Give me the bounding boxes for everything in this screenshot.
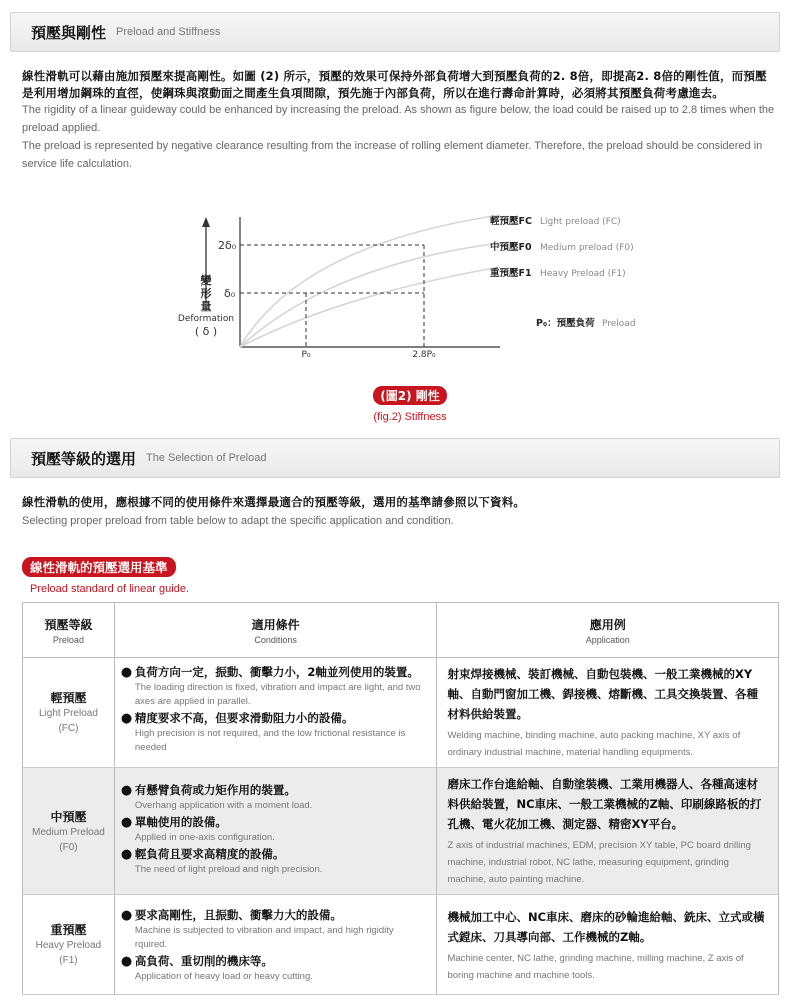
conditions-cell-medium: [114, 768, 437, 895]
bullet-icon: ●: [120, 815, 133, 830]
application-cell-light: [437, 658, 779, 768]
grade-cell-light: [23, 658, 115, 768]
selection-en: Selecting proper preload from table below to adapt the specific application and condition.: [22, 515, 454, 527]
x-tick-2-8p0: 2.8P₀: [412, 350, 436, 360]
bullet-icon: ●: [120, 954, 133, 969]
condition-item: ● 要求高剛性，且振動、衝擊力大的設備。: [120, 908, 342, 923]
application-zh: 磨床工作台進給軸、自動塗裝機、工業用機器人、各種高速材料供給裝置，NC車床、一般工業機械的Z軸、印刷線路板的打孔機、電火花加工機、測定器、精密XY平台。: [447, 777, 762, 831]
header-conditions-en: Conditions: [254, 634, 297, 645]
table-row-heavy: [23, 895, 779, 995]
figure-caption-en: (fig.2) Stiffness: [373, 411, 447, 423]
intro-en-paragraph-1: The rigidity of a linear guideway could be enhanced by increasing the preload. As shown as figure below, the load could be raised up to 2.8 times when the preload applied.: [22, 104, 775, 134]
condition-item: ● 輕負荷且要求高精度的設備。: [120, 847, 285, 862]
conditions-cell-light: [114, 658, 437, 768]
application-cell-heavy: [437, 895, 779, 995]
figure-caption-zh: (圖2) 剛性: [373, 386, 447, 405]
table-header-row: [23, 603, 779, 658]
condition-en: The need of light preload and nigh precision.: [134, 864, 323, 875]
condition-en: Applied in one-axis configuration.: [134, 832, 275, 843]
intro-en-paragraph-2: The preload is represented by negative clearance resulting from the increase of rolling element diameter. Therefore, the preload should be considered in service life calculation.: [22, 140, 763, 170]
header-application-zh: 應用例: [589, 617, 626, 632]
standard-title: [22, 557, 189, 596]
curve-medium-preload: [240, 243, 500, 347]
curve-light-preload: [240, 215, 500, 347]
legend-light-zh: 輕預壓FC: [490, 216, 532, 227]
grade-cell-medium: [23, 768, 115, 895]
intro-zh-line-2: 是利用增加鋼珠的直徑，使鋼珠與滾動面之間產生負項間隙，預先施于內部負荷，所以在進行壽命計算時，必須將其預壓負荷考慮進去。: [22, 86, 724, 100]
grade-en: Light Preload: [38, 708, 98, 719]
application-en: Welding machine, binding machine, auto packing machine, XY axis of ordinary industrial machine, material handling equipments.: [447, 730, 741, 758]
y-label-symbol: ( δ ): [194, 325, 218, 338]
bullet-icon: ●: [120, 711, 133, 726]
grade-cell-heavy: [23, 895, 115, 995]
legend-medium-en: Medium preload (F0): [540, 243, 634, 253]
standard-title-zh: 線性滑軌的預壓選用基準: [22, 557, 176, 577]
section-header-preload-selection: [10, 438, 780, 478]
bullet-icon: ●: [120, 847, 133, 862]
section-header-preload-stiffness: [10, 12, 780, 52]
curve-heavy-preload: [240, 267, 500, 347]
grade-zh: 重預壓: [50, 923, 87, 937]
header-application: [437, 603, 779, 658]
grade-code: (F0): [59, 841, 78, 853]
header-preload-zh: 預壓等級: [44, 617, 93, 632]
grade-code: (F1): [59, 955, 78, 966]
y-label-zh-1: 變: [200, 274, 212, 287]
legend-medium-zh: 中預壓F0: [490, 242, 532, 253]
application-zh: 射束焊接機械、裝訂機械、自動包裝機、一般工業機械的XY軸、自動門窗加工機、銲接機、熔斷機、工具交換裝置、各種材料供給裝置。: [447, 667, 758, 721]
header-conditions: [114, 603, 437, 658]
grade-zh: 中預壓: [50, 809, 87, 824]
legend-heavy-zh: 重預壓F1: [490, 268, 532, 279]
condition-item: ● 負荷方向一定，振動、衝擊力小，2軸並列使用的裝置。: [120, 665, 419, 680]
p0-note-en: Preload: [602, 319, 636, 329]
application-en: Machine center, NC lathe, grinding machine, milling machine, Z axis of boring machine and machine tools.: [447, 953, 744, 981]
condition-en: Overhang application with a moment load.: [134, 800, 313, 811]
legend-heavy-en: Heavy Preload (F1): [540, 269, 626, 279]
condition-en: High precision is not required, and the low frictional resistance is needed: [134, 728, 406, 753]
section2-title-zh: 預壓等級的選用: [31, 449, 137, 468]
x-tick-p0: P₀: [301, 350, 311, 360]
section-title-zh: 預壓與剛性: [31, 23, 107, 42]
figure-caption: [330, 385, 490, 424]
y-axis-arrowhead: [202, 217, 210, 227]
condition-item: ● 精度要求不高，但要求滑動阻力小的設備。: [120, 711, 354, 726]
intro-zh-line-1: 線性滑軌可以藉由施加預壓來提高剛性。如圖 (2) 所示，預壓的效果可保持外部負荷增大到預壓負荷的2. 8倍，即提高2. 8倍的剛性值，而預壓: [22, 69, 767, 83]
condition-en: Machine is subjected to vibration and impact, and high rigidity rquired.: [134, 925, 394, 950]
bullet-icon: ●: [120, 665, 133, 680]
condition-item: ● 單軸使用的設備。: [120, 815, 227, 830]
legend-light-en: Light preload (FC): [540, 217, 621, 227]
section2-title-en: The Selection of Preload: [146, 452, 267, 464]
preload-table: [22, 602, 779, 995]
y-label-zh-2: 形: [200, 287, 212, 300]
stiffness-figure: [0, 205, 800, 365]
grade-code: (FC): [58, 723, 79, 734]
header-preload: [23, 603, 115, 658]
grade-en: Medium Preload: [32, 826, 105, 838]
standard-title-en: Preload standard of linear guide.: [30, 583, 189, 595]
section-title-en: Preload and Stiffness: [116, 26, 221, 38]
bullet-icon: ●: [120, 908, 133, 923]
table-row-medium: [23, 768, 779, 895]
header-conditions-zh: 適用條件: [251, 617, 300, 632]
condition-en: Application of heavy load or heavy cutting.: [134, 971, 313, 982]
condition-item: ● 有懸臂負荷或力矩作用的裝置。: [120, 783, 296, 798]
grade-en: Heavy Preload: [35, 940, 102, 951]
header-preload-en: Preload: [52, 634, 84, 645]
application-zh: 機械加工中心、NC車床、磨床的砂輪進給軸、銑床、立式或橫式鏜床、刀具導向部、工作機械的Z軸。: [447, 910, 765, 944]
selection-zh: 線性滑軌的使用，應根據不同的使用條件來選擇最適合的預壓等級，選用的基準請參照以下資料。: [22, 495, 526, 509]
y-tick-2delta: 2δ₀: [218, 239, 237, 252]
y-label-en: Deformation: [177, 314, 235, 324]
bullet-icon: ●: [120, 783, 133, 798]
header-application-en: Application: [585, 634, 630, 645]
p0-note-zh: P₀：預壓負荷: [536, 318, 595, 329]
y-tick-delta: δ₀: [224, 287, 236, 300]
condition-en: The loading direction is fixed, vibration and impact are light, and two axes are applied in parallel.: [134, 682, 421, 707]
application-cell-medium: [437, 768, 779, 895]
table-row-light: [23, 658, 779, 768]
grade-zh: 輕預壓: [50, 691, 87, 705]
application-en: Z axis of industrial machines, EDM, precision XY table, PC board drilling machine, industrial robot, NC lathe, measuring equipment, grinding machine, auto painting machine.: [447, 840, 751, 885]
condition-item: ● 高負荷、重切削的機床等。: [120, 954, 273, 969]
y-label-zh-3: 量: [200, 300, 212, 313]
conditions-cell-heavy: [114, 895, 437, 995]
